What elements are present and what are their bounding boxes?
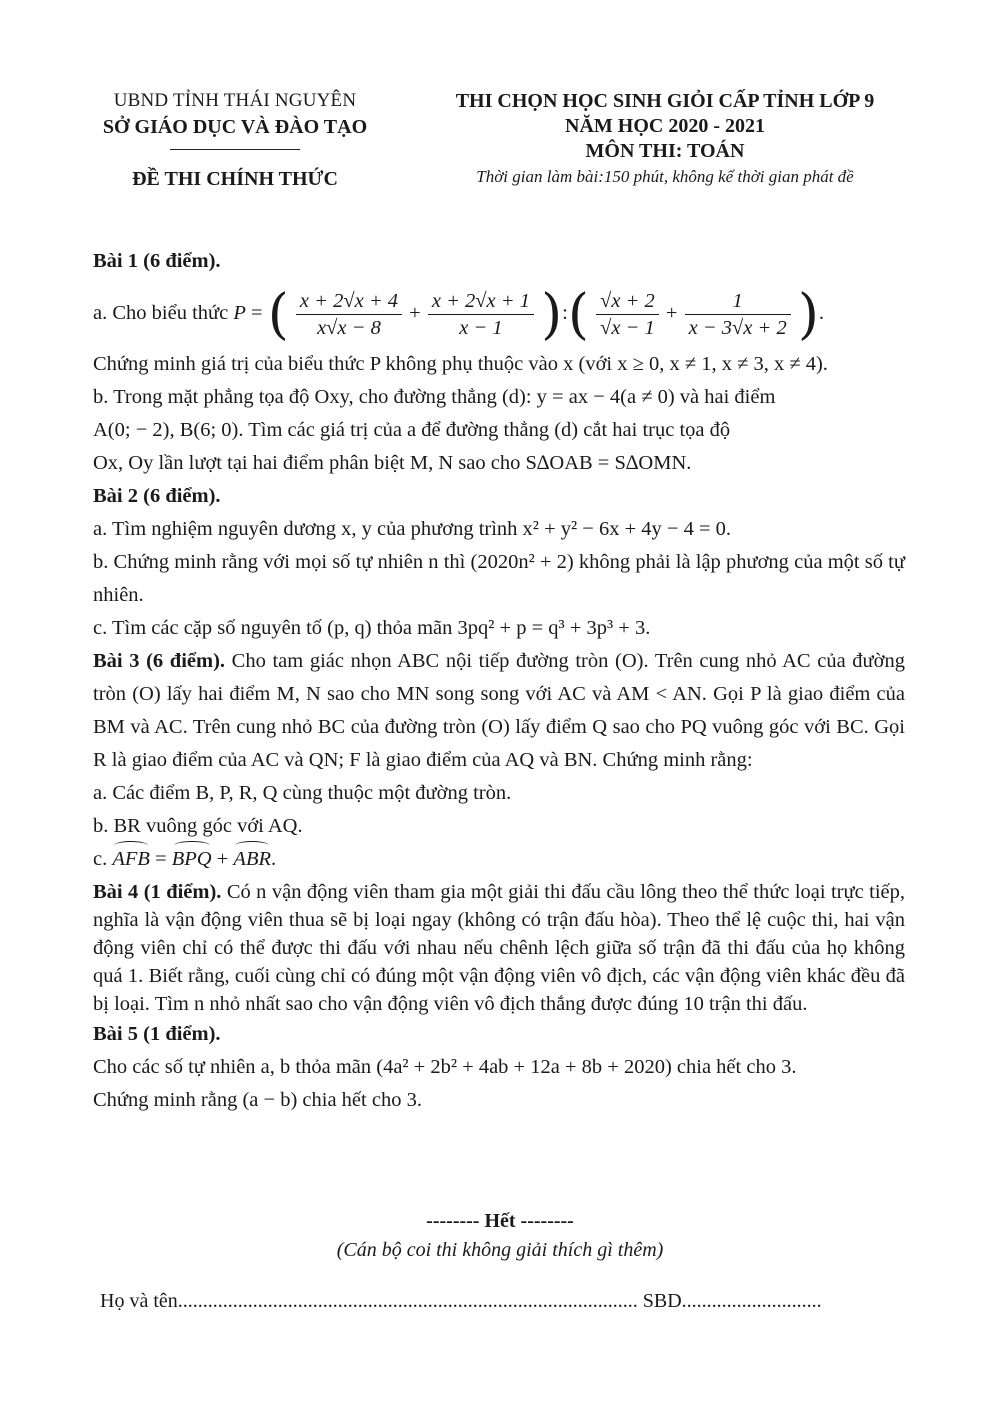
problem-3b: b. BR vuông góc với AQ. <box>93 815 303 837</box>
office-name: SỞ GIÁO DỤC VÀ ĐÀO TẠO <box>102 116 368 138</box>
name-label: Họ và tên <box>100 1290 178 1312</box>
exam-status: ĐỀ THI CHÍNH THỨC <box>132 168 338 190</box>
problem-1b-line2: A(0; − 2), B(6; 0). Tìm các giá trị của a để đường thẳng (d) cắt hai trục tọa độ <box>93 419 731 441</box>
problem-3c: c. AFB = BPQ + ABR. <box>93 843 905 876</box>
problem-1a-expression: a. Cho biểu thức P = ( $\frac{x + 2√x + 4}{x√x - 8}$ + $\frac{x + 2√x + 1}{x - 1}$ ):( $\frac{√x + 2}{√x - 1}$ + $\frac{1}{x - 3√x + 2}$ ). <box>93 282 825 346</box>
problem-4-text: Có n vận động viên tham gia một giải thi đấu cầu lông theo thể thức loại trực tiếp, nghĩa là vận động viên thua sẽ bị loại ngay (không có trận đấu hòa). Theo thể lệ cuộc thi, hai vận động viên chỉ có thể được thi đấu với nhau nếu chênh lệch giữa số trận đã thi đấu của họ không quá 1. Biết rằng, cuối cùng chỉ có đúng một vận động viên vô địch, các vận động viên khác đều đã bị loại. Tìm n nhỏ nhất sao cho vận động viên vô địch thắng được đúng 10 trận thi đấu. <box>93 881 905 1015</box>
angle-abr: ABR <box>233 843 271 876</box>
problem-5-line2: Chứng minh rằng (a − b) chia hết cho 3. <box>93 1089 422 1111</box>
problem-1a-intro: a. Cho biểu thức <box>93 302 229 324</box>
sbd-label: SBD <box>637 1290 682 1312</box>
problem-3 <box>93 645 905 777</box>
sbd-dots: ............................ <box>681 1290 822 1312</box>
time-limit: Thời gian làm bài:150 phút, không kể thời gian phát đề <box>476 167 854 186</box>
problem-4-title: Bài 4 (1 điểm). <box>93 881 222 903</box>
problem-2-title: Bài 2 (6 điểm). <box>93 485 221 507</box>
exam-end <box>0 1210 1000 1262</box>
problem-3a: a. Các điểm B, P, R, Q cùng thuộc một đường tròn. <box>93 782 512 804</box>
problem-3-text: Cho tam giác nhọn ABC nội tiếp đường tròn (O). Trên cung nhỏ AC của đường tròn (O) lấy hai điểm M, N sao cho MN song song với AC và AM < AN. Gọi P là giao điểm của BM và AC. Trên cung nhỏ BC của đường tròn (O) lấy điểm Q sao cho PQ vuông góc với BC. Gọi R là giao điểm của AC và QN; F là giao điểm của AQ và BN. Chứng minh rằng: <box>93 650 906 771</box>
problem-5-line1: Cho các số tự nhiên a, b thỏa mãn (4a² + 2b² + 4ab + 12a + 8b + 2020) chia hết cho 3. <box>93 1056 797 1078</box>
problem-1-title: Bài 1 (6 điểm). <box>93 250 221 272</box>
problem-3-title: Bài 3 (6 điểm). <box>93 650 226 672</box>
header-divider <box>170 149 300 150</box>
subject: MÔN THI: TOÁN <box>585 140 745 162</box>
candidate-info <box>100 1290 900 1313</box>
problem-1a-prove: Chứng minh giá trị của biểu thức P không phụ thuộc vào x (với x ≥ 0, x ≠ 1, x ≠ 3, x ≠ 4). <box>93 353 828 375</box>
header-left <box>85 90 385 191</box>
problem-2c: c. Tìm các cặp số nguyên tố (p, q) thỏa mãn 3pq² + p = q³ + 3p³ + 3. <box>93 617 651 639</box>
problem-5-title: Bài 5 (1 điểm). <box>93 1023 221 1045</box>
school-year: NĂM HỌC 2020 - 2021 <box>565 115 765 137</box>
proctor-note: (Cán bộ coi thi không giải thích gì thêm) <box>336 1239 664 1261</box>
header-right <box>420 90 910 187</box>
problem-4 <box>93 878 905 1018</box>
angle-bpq: BPQ <box>172 843 212 876</box>
exam-body <box>93 245 905 1117</box>
problem-1b-line3: Ox, Oy lần lượt tại hai điểm phân biệt M, N sao cho S∆OAB = S∆OMN. <box>93 452 692 474</box>
exam-title: THI CHỌN HỌC SINH GIỎI CẤP TỈNH LỚP 9 <box>455 90 875 112</box>
end-marker: -------- Hết -------- <box>426 1210 574 1232</box>
problem-1b-line1: b. Trong mặt phẳng tọa độ Oxy, cho đường thẳng (d): y = ax − 4(a ≠ 0) và hai điểm <box>93 386 776 408</box>
problem-2b: b. Chứng minh rằng với mọi số tự nhiên n thì (2020n² + 2) không phải là lập phương của một số tự nhiên. <box>93 551 905 606</box>
problem-2a: a. Tìm nghiệm nguyên dương x, y của phương trình x² + y² − 6x + 4y − 4 = 0. <box>93 518 732 540</box>
angle-afb: AFB <box>112 843 150 876</box>
department-name: UBND TỈNH THÁI NGUYÊN <box>113 90 357 111</box>
name-dots: ............................................................................................ <box>177 1290 638 1312</box>
